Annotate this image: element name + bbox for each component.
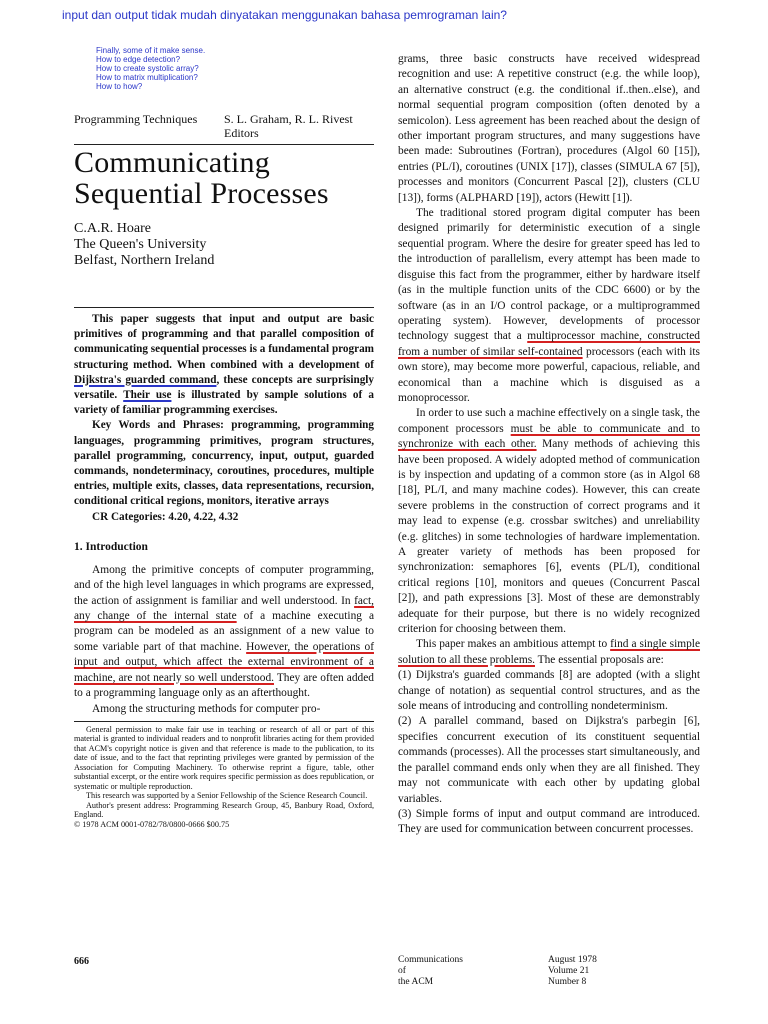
highlight-internal-state: fact, any change of the internal state — [74, 594, 374, 623]
issue-info — [548, 955, 597, 988]
highlight-input-output: However, the operations of input and output, which affect the external environment of a machine, are not nearly so well understood. — [74, 640, 374, 684]
intro-paragraph-1: Among the primitive concepts of computer programming, and of the high level languages in which programs are expressed, the action of assignment is familiar and well understood. In fact, any change of the internal state of a machine executing a program can be modeled as an assignment of a new value to some variable part of that machine. However, the operations of input and output, which affect the external environment of a machine, are not nearly so well understood. They are often added to a programming language only as an afterthought. — [74, 563, 374, 700]
title-rule — [74, 144, 374, 145]
highlight-multiprocessor: multiprocessor machine, constructed from a number of similar self-contained — [398, 330, 700, 358]
footnote — [74, 721, 374, 830]
right-paragraph-2: The traditional stored program digital computer has been designed primarily for deterministic execution of a single sequential program. Where the desire for greater speed has led to the introduction of parallelism, every attempt has been made to disguise this fact from the programmer, either by hardware itself (as in the multiple function units of the CDC 6600) or by the software (as in an I/O control package, or a multiprogrammed operating system). However, developments of processor technology suggest that a multiprocessor machine, constructed from a number of similar self-contained processors (each with its own store), may become more powerful, capacious, reliable, and economical than a machine which is disguised as a monoprocessor. — [398, 207, 700, 404]
proposal-2: (2) A parallel command, based on Dijkstra's parbegin [6], specifies concurrent execution of its constituent sequential commands (processes). All the processes start simultaneously, and the parallel command ends only when they are all finished. They may not communicate with each other by updating global variables. — [398, 715, 700, 805]
proposal-1: (1) Dijkstra's guarded commands [8] are adopted (with a slight change of notation) as sequential control structures, and as the sole means of introducing and controlling nondeterminism. — [398, 669, 700, 713]
journal-name: Communications of the ACM — [398, 955, 463, 987]
cr-categories: CR Categories: 4.20, 4.22, 4.32 — [92, 510, 239, 523]
note-line: How to how? — [96, 82, 143, 91]
annotation-notes — [96, 46, 296, 91]
right-column — [398, 52, 700, 838]
highlight-communicate: must be able to communicate and to synchronize with each other. — [398, 422, 700, 451]
abstract — [74, 307, 374, 525]
author-block — [74, 221, 374, 269]
title-line-1: Communicating — [74, 146, 270, 179]
footnote-support: This research was supported by a Senior Fellowship of the Science Research Council. — [86, 791, 368, 801]
author-name: C.A.R. Hoare — [74, 221, 151, 236]
paper-title — [74, 147, 374, 209]
footnote-copyright: © 1978 ACM 0001-0782/78/0800-0666 $00.75 — [74, 819, 230, 829]
author-location: Belfast, Northern Ireland — [74, 253, 215, 268]
issue-date: August 1978 — [548, 955, 597, 965]
footnote-address: Author's present address: Programming Research Group, 45, Banbury Road, Oxford, England. — [74, 800, 374, 820]
editors-block — [224, 112, 374, 140]
intro-paragraph-2: Among the structuring methods for computer pro- — [92, 702, 321, 715]
section-label: Programming Techniques — [74, 112, 198, 126]
editors-label: Editors — [224, 126, 259, 140]
intro-text — [74, 563, 374, 717]
abstract-text: This paper suggests that input and output are basic primitives of programming and that parallel composition of communicating sequential processes is a fundamental program structuring method. When combined with a development of Dijkstra's guarded command, these concepts are surprisingly versatile. Their use is illustrated by sample solutions of a variety of familiar programming exercises. — [74, 313, 374, 417]
page-number: 666 — [74, 956, 89, 967]
proposal-3: (3) Simple forms of input and output command are introduced. They are used for communication between concurrent processes. — [398, 807, 700, 836]
issue-volume: Volume 21 — [548, 966, 590, 976]
right-paragraph-3: In order to use such a machine effectively on a single task, the component processors must be able to communicate and to synchronize with each other. Many methods of achieving this have been proposed. A widely adopted method of communication is by inspection and updating of a common store (as in Algol 68 [18], PL/I, and many machine codes). However, this can create severe problems in the construction of correct programs and it may lead to expense (e.g. crossbar switches) and unreliability (e.g. glitches) in some technologies of hardware implementation. A greater variety of methods has been proposed for synchronization: semaphores [6], events (PL/I), conditional critical regions [10], monitors and queues (Concurrent Pascal [2]), and path expressions [3]. Most of these are demonstrably adequate for their purpose, but there is no widely recognized criterion for choosing between them. — [398, 407, 700, 636]
right-paragraph-1: grams, three basic constructs have received widespread recognition and use: A repetitive construct (e.g. the while loop), an alternative construct (e.g. the conditional if..then..else), and normal sequential program composition (often denoted by a semicolon). Less agreement has been reached about the design of other important program structures, and many suggestions have been made: Subroutines (Fortran), procedures (Algol 60 [15]), entries (PL/I), coroutines (UNIX [17]), classes (SIMULA 67 [5]), processes and monitors (Concurrent Pascal [2]), clusters (CLU [13]), forms (ALPHARD [19]), actors (Hewitt [1]). — [398, 53, 700, 204]
footnote-permission: General permission to make fair use in teaching or research of all or part of this material is granted to individual readers and to nonprofit libraries acting for them provided that ACM's copyright notice is given and that reference is made to the publication, to its date of issue, and to the fact that reprinting privileges were granted by permission of the Association for Computing Machinery. To otherwise reprint a figure, table, other substantial excerpt, or the entire work requires specific permission as does republication, or systematic or multiple reproduction. — [74, 724, 374, 791]
keywords: Key Words and Phrases: programming, programming languages, programming primitives, program structures, parallel programming, concurrency, input, output, guarded commands, nondeterminacy, coroutines, procedures, multiple entries, multiple exits, classes, data representations, recursion, conditional critical regions, monitors, iterative arrays — [74, 419, 374, 508]
section-heading-introduction: 1. Introduction — [74, 540, 148, 553]
left-column — [74, 112, 374, 829]
highlight-their-use: Their use — [123, 389, 172, 402]
note-line: How to edge detection? — [96, 55, 181, 64]
title-line-2: Sequential Processes — [74, 177, 329, 210]
note-line: How to matrix multiplication? — [96, 73, 198, 82]
author-affiliation: The Queen's University — [74, 237, 207, 252]
editors-names: S. L. Graham, R. L. Rivest — [224, 112, 353, 126]
highlight-dijkstra: Dijkstra's guarded command — [74, 373, 217, 386]
journal-footer — [398, 955, 700, 988]
annotation-question: input dan output tidak mudah dinyatakan menggunakan bahasa pemrograman lain? — [62, 8, 507, 22]
issue-number: Number 8 — [548, 977, 587, 987]
note-line: Finally, some of it make sense. — [96, 46, 206, 55]
header-row — [74, 112, 374, 140]
note-line: How to create systolic array? — [96, 64, 199, 73]
right-paragraph-4: This paper makes an ambitious attempt to find a single simple solution to all these problems. The essential proposals are: — [398, 638, 701, 666]
highlight-single-solution: find a single simple solution to all these problems. — [398, 638, 701, 666]
